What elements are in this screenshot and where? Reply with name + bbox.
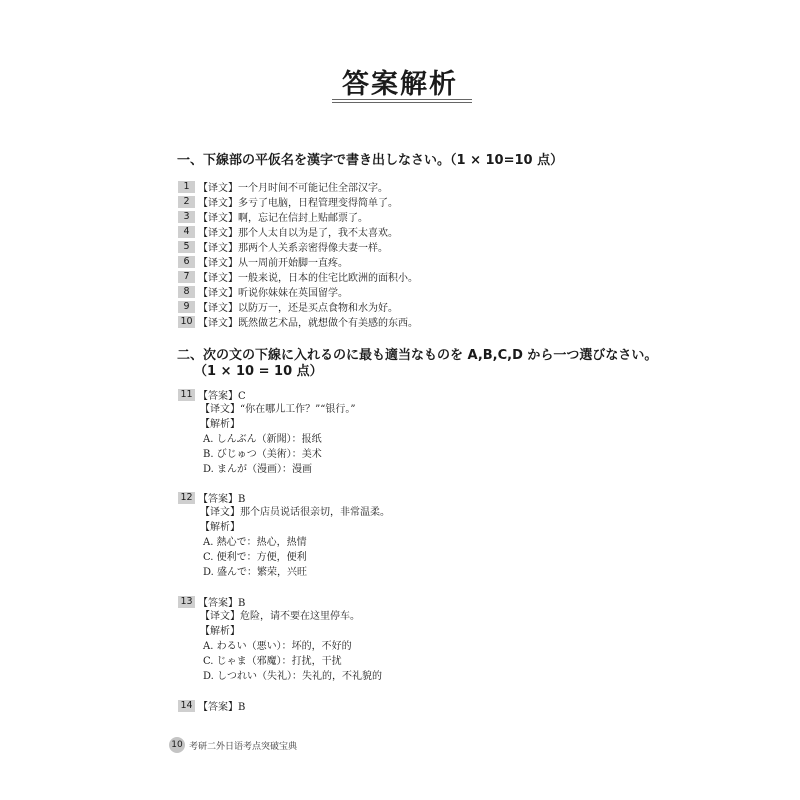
translation-text: 从一周前开始脚一直疼。 — [238, 258, 348, 269]
q14-answer: 【答案】B — [198, 702, 246, 713]
translation-text: 那个人太自以为是了，我不太喜欢。 — [238, 228, 398, 239]
translation-text: 那两个人关系亲密得像夫妻一样。 — [238, 243, 388, 254]
translation-text: 多亏了电脑，日程管理变得简单了。 — [238, 198, 398, 209]
q14-number: 14 — [178, 700, 195, 712]
q13-option-c: C. じゃま（邪魔）：打扰，干扰 — [203, 656, 342, 667]
q11-answer-row — [178, 388, 246, 401]
item-number: 4 — [178, 226, 195, 238]
item-number: 6 — [178, 256, 195, 268]
q11-option-a: A. しんぶん（新聞）：报纸 — [203, 434, 322, 445]
q11-option-b: B. びじゅつ（美術）：美术 — [203, 449, 322, 460]
item-number: 8 — [178, 286, 195, 298]
item-number: 9 — [178, 301, 195, 313]
section2-heading-line1: 二、次の文の下線に入れるのに最も適当なものを A,B,C,D から一つ選びなさい。 — [177, 348, 658, 363]
section1-item — [178, 180, 388, 193]
translation-text: 听说你妹妹在英国留学。 — [238, 288, 348, 299]
translation-tag: 【译文】 — [198, 288, 238, 299]
translation-text: 一个月时间不可能记住全部汉字。 — [238, 183, 388, 194]
section1-item — [178, 315, 418, 328]
q12-answer: 【答案】B — [198, 494, 246, 505]
item-number: 5 — [178, 241, 195, 253]
q13-translation: 【译文】危险，请不要在这里停车。 — [200, 611, 360, 622]
q13-option-d: D. しつれい（失礼）：失礼的，不礼貌的 — [203, 671, 383, 682]
q12-translation: 【译文】那个店员说话很亲切，非常温柔。 — [200, 507, 390, 518]
q12-option-c: C. 便利で：方便，便利 — [203, 552, 307, 563]
title-underline-bottom — [332, 102, 472, 103]
q11-translation: 【译文】“你在哪儿工作？”“银行。” — [200, 404, 356, 415]
item-number: 7 — [178, 271, 195, 283]
q13-option-a: A. わるい（悪い）：坏的，不好的 — [203, 641, 352, 652]
q13-analysis-label: 【解析】 — [200, 626, 240, 637]
q12-option-a: A. 熱心で：热心，热情 — [203, 537, 307, 548]
q11-option-d: D. まんが（漫画）：漫画 — [203, 464, 313, 475]
translation-text: 以防万一，还是买点食物和水为好。 — [238, 303, 398, 314]
translation-tag: 【译文】 — [198, 198, 238, 209]
item-number: 3 — [178, 211, 195, 223]
item-number: 1 — [178, 181, 195, 193]
q13-answer: 【答案】B — [198, 598, 246, 609]
section1-item — [178, 210, 368, 223]
q13-answer-row — [178, 595, 245, 608]
book-title: 考研二外日语考点突破宝典 — [189, 741, 298, 752]
q12-analysis-label: 【解析】 — [200, 522, 240, 533]
section1-item — [178, 285, 348, 298]
translation-tag: 【译文】 — [198, 273, 238, 284]
translation-text: 一般来说，日本的住宅比欧洲的面积小。 — [238, 273, 418, 284]
title-underline-top — [332, 99, 472, 100]
section1-item — [178, 300, 398, 313]
translation-tag: 【译文】 — [198, 258, 238, 269]
translation-tag: 【译文】 — [198, 243, 238, 254]
page-title: 答案解析 — [342, 69, 458, 100]
q11-answer: 【答案】C — [198, 391, 246, 402]
q12-answer-row — [178, 491, 245, 504]
translation-tag: 【译文】 — [198, 303, 238, 314]
q14-answer-row — [178, 699, 245, 712]
section1-item — [178, 225, 398, 238]
section1-item — [178, 270, 418, 283]
q11-number: 11 — [178, 389, 195, 401]
q11-analysis-label: 【解析】 — [200, 419, 240, 430]
section1-item — [178, 240, 388, 253]
page-number: 10 — [169, 737, 185, 753]
page-footer — [169, 737, 297, 753]
q12-option-d: D. 盛んで：繁荣，兴旺 — [203, 567, 308, 578]
section1-item — [178, 255, 348, 268]
translation-text: 既然做艺术品，就想做个有美感的东西。 — [238, 318, 418, 329]
translation-tag: 【译文】 — [198, 183, 238, 194]
translation-tag: 【译文】 — [198, 318, 238, 329]
item-number: 2 — [178, 196, 195, 208]
section1-heading: 一、下線部の平仮名を漢字で書き出しなさい。（1 × 10=10 点） — [177, 153, 564, 168]
translation-tag: 【译文】 — [198, 228, 238, 239]
translation-text: 啊，忘记在信封上贴邮票了。 — [238, 213, 368, 224]
section1-item — [178, 195, 398, 208]
item-number: 10 — [178, 316, 195, 328]
section2-heading-line2: （1 × 10 = 10 点） — [194, 364, 323, 379]
q13-number: 13 — [178, 596, 195, 608]
q12-number: 12 — [178, 492, 195, 504]
translation-tag: 【译文】 — [198, 213, 238, 224]
